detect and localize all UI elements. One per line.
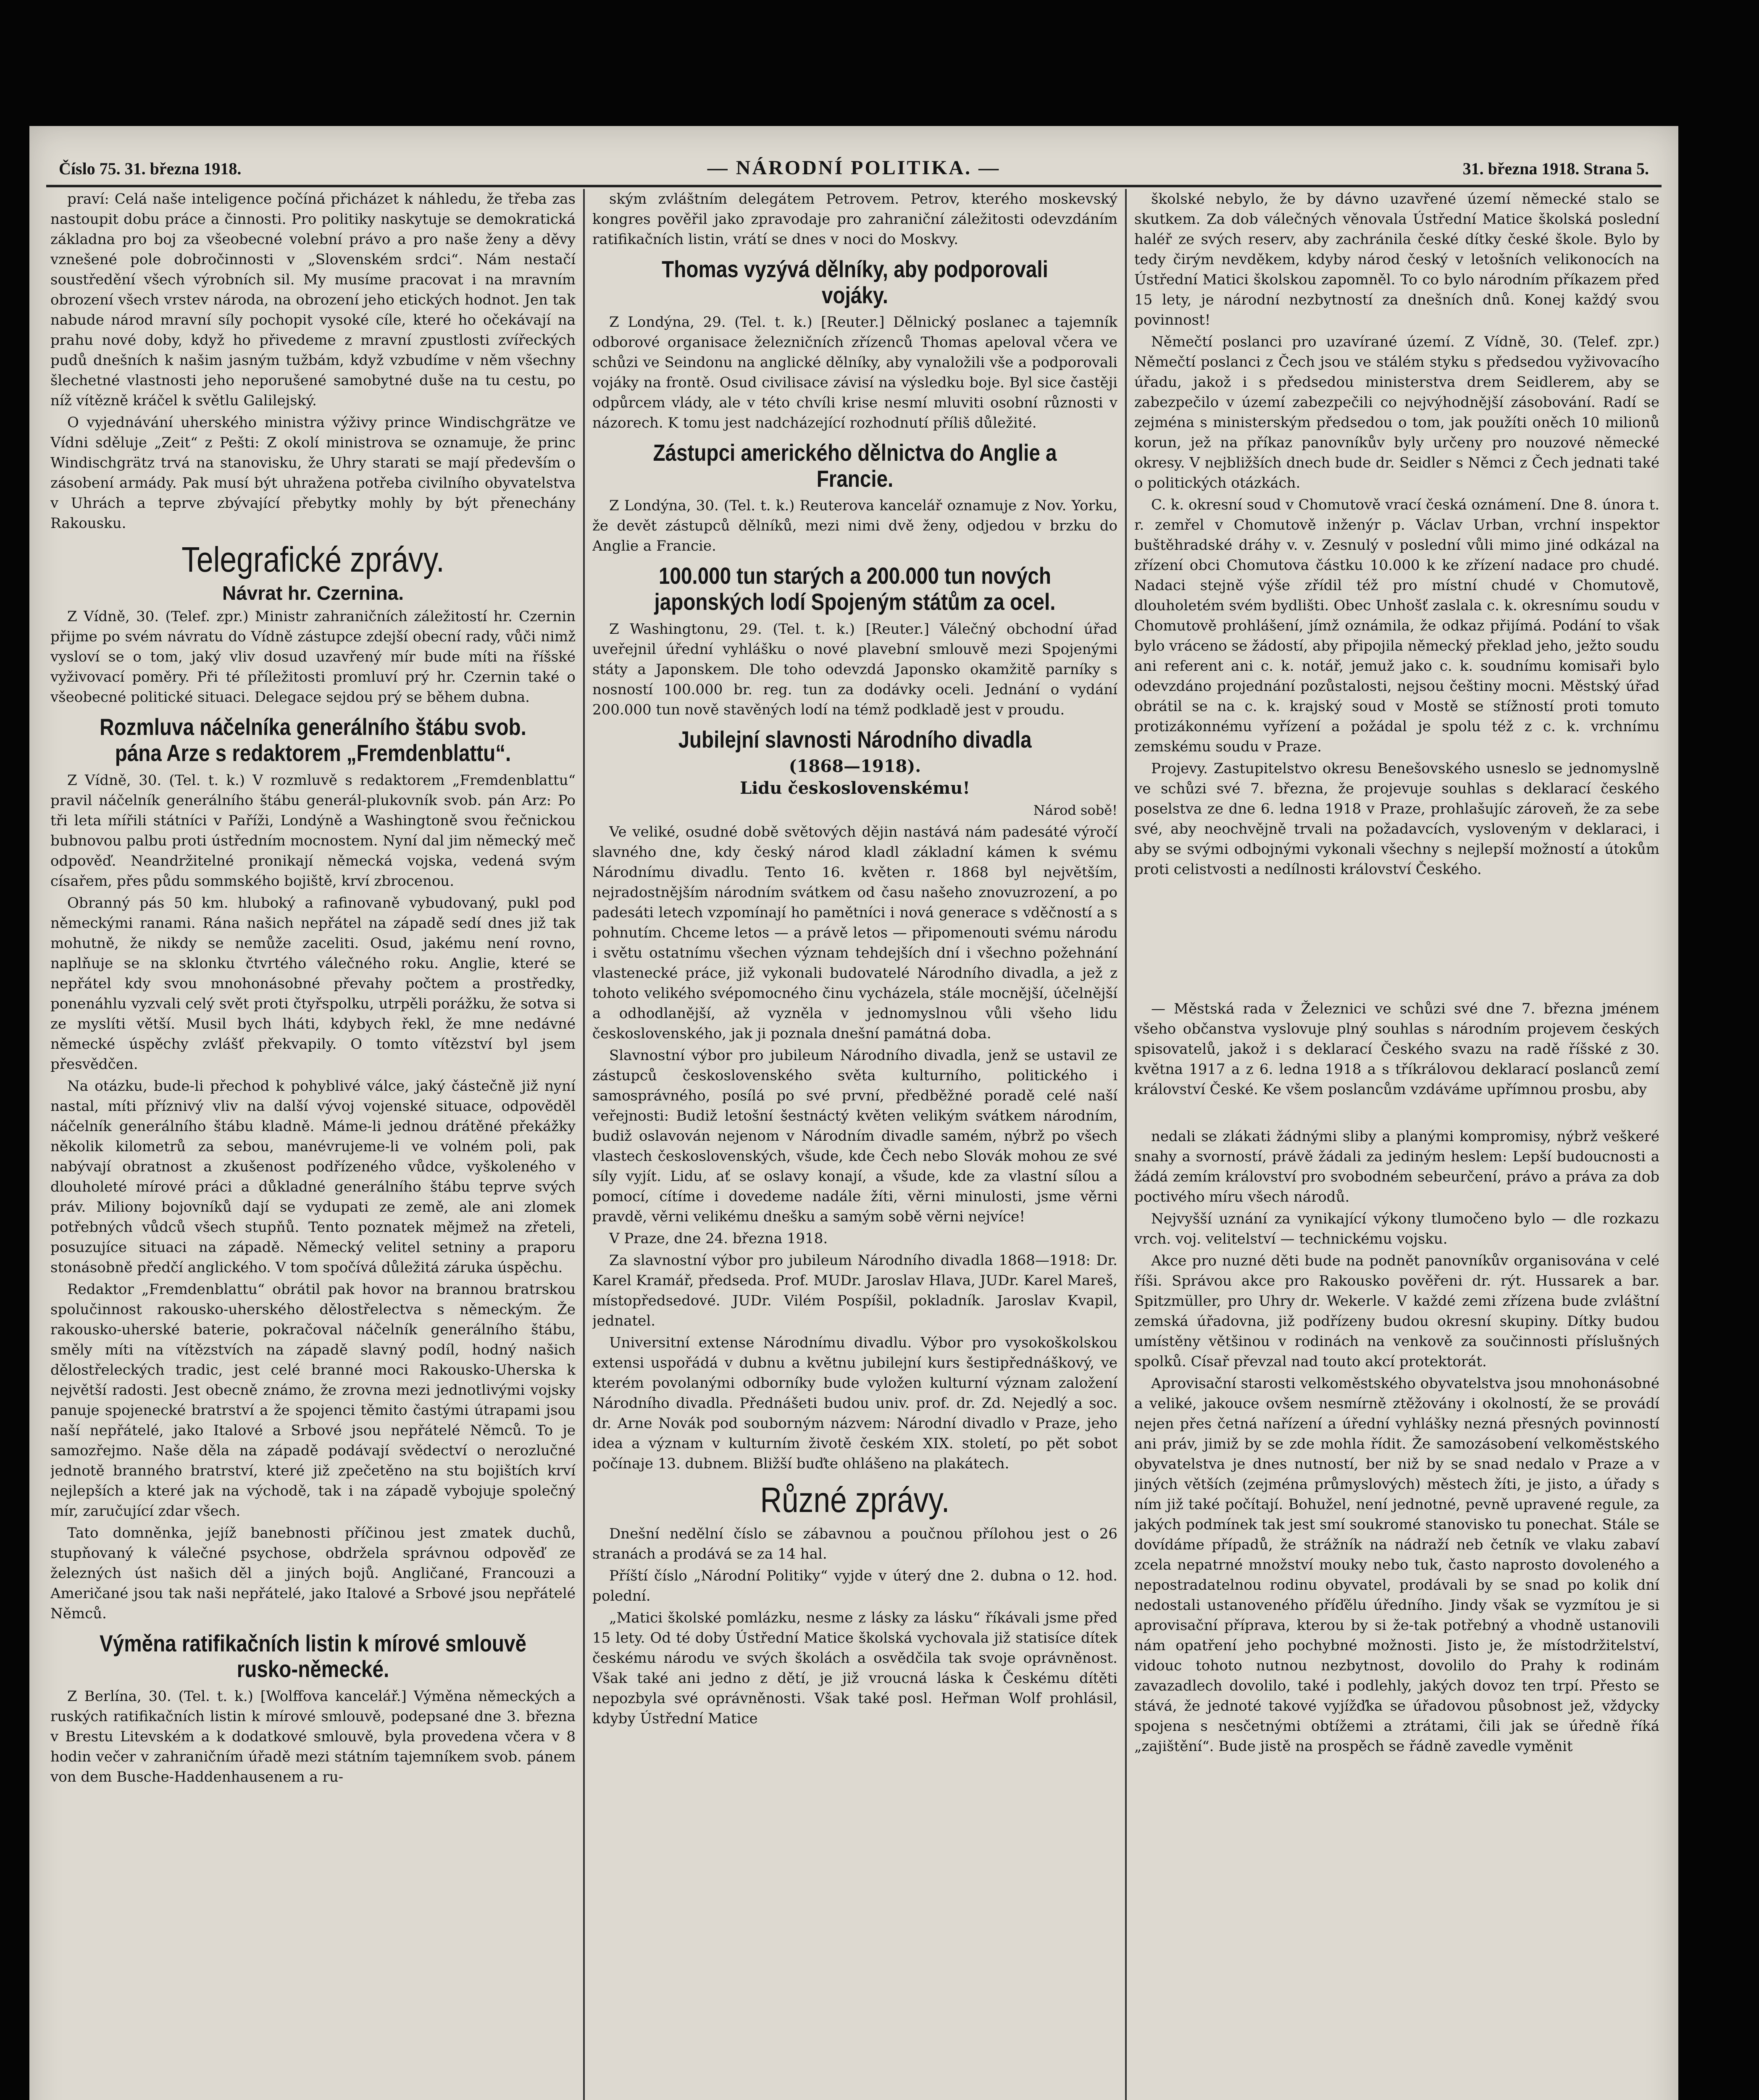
article-paragraph: Ve veliké, osudné době světových dějin nastává nám padesáté výročí slavného dne, kdy český národ kladl základní kámen k svému Národnímu divadlu. Tento 16. květen r. 1868 byl největším, nejradostnějším národním svátkem od času našeho znovuzrození, a po padesáti letech vzpomínají ho pamětníci i nová generace s vděčností a s pohnutím. Chceme letos — a právě letos — připomenouti svému národu i světu ostatnímu všechen význam tehdejších dní i všechno požehnání vlastenecké práce, již vykonali budovatelé Národního divadla, a jež z tohoto velikého svépomocného činu vycházela, stále mocnější, účelnější a odhodlanější, až vyzněla v jednomyslnou vůli všeho lidu československého, jak ji poznala dnešní památná doba.: [592, 824, 1117, 1042]
page-header: [46, 155, 1662, 187]
blank-space: [1134, 881, 1659, 999]
column-rule: [1125, 189, 1127, 2100]
article-heading-vymena: Výměna ratifikačních listin k mírové smlouvě rusko-německé.: [100, 1630, 526, 1683]
article-paragraph: Akce pro nuzné děti bude na podnět panovníkův organisována v celé říši. Správou akce pro Rakousko pověřeni dr. rýt. Hussarek a bar. Spitzmüller, pro Uhry dr. Wekerle. V každé zemi zřízena bude zvláštní zemská úřadovna, již podřízeny budou okresní skupiny. Dítky budou umístěny většinou v rodinách na venkově za součinnosti příslušných spolků. Císař převzal nad touto akcí protektorát.: [1134, 1252, 1659, 1370]
article-subheading-lidu: Lidu československému!: [740, 778, 970, 798]
article-paragraph: Z Berlína, 30. (Tel. t. k.) [Wolffova kancelář.] Výměna německých a ruských ratifikačních listin k mírové smlouvě, podepsané dne 3. března v Brestu Litevském a k dodatkové smlouvě, byla provedena včera v 8 hodin večer v zahraničním úřadě mezi státním tajemníkem svob. pánem von dem Busche-Haddenhausenem a ru-: [50, 1688, 576, 1785]
article-paragraph: V Praze, dne 24. března 1918.: [609, 1230, 828, 1247]
article-paragraph: Němečtí poslanci pro uzavírané území. Z Vídně, 30. (Telef. zpr.) Němečtí poslanci z Čech jsou ve stálém styku s předsedou vyživovacího úřadu, jakož i s předsedou ministerstva drem Seidlerem, aby se zabezpečilo v území zabezpečili co nejvýhodnější zásobování. Radí se zejména s ministerským předsedou o tom, jak použíti oněch 10 milionů korun, jež na příkaz panovníkův byly určeny pro nouzové německé okresy. V nejbližších dnech bude dr. Seidler s Němci z Čech jednati také o politických otázkách.: [1134, 333, 1659, 491]
article-paragraph: Z Washingtonu, 29. (Tel. t. k.) [Reuter.] Válečný obchodní úřad uveřejnil úřední vyhlášku o nové plavební smlouvě mezi Spojenými státy a Japonskem. Dle toho odevzdá Japonsko okamžitě parníky s nosností 100.000 br. reg. tun za dodávky oceli. Jednání o vydání 200.000 tun nově stavěných lodí na témž podkladě jest v proudu.: [592, 620, 1117, 718]
article-paragraph: Na otázku, bude-li přechod k pohyblivé válce, jaký částečně již nyní nastal, míti příznivý vliv na další vývoj vojenské situace, odpověděl náčelník generálního štábu kladně. Máme-li jednou drátěné překážky několik kilometrů za sebou, manévrujeme-li ve volném poli, pak nabývají obratnost a zkušenost podřízeného vůdce, vyškoleného v dlouholeté mírové práci a důkladné generálního štábu teprve svých práv. Miliony bojovníků dají se vydupati ze země, ale ani zlomek potřebných vůdců všech stupňů. Tento poznatek mějmež na zřeteli, posuzujíce situaci na západě. Německý velitel setniny a praporu stonásobně předčí anglického. V tom spočívá důležitá záruka úspěchu.: [50, 1077, 576, 1276]
article-heading-arz: Rozmluva náčelníka generálního štábu svob. pána Arze s redaktorem „Fremdenblattu“.: [100, 714, 526, 766]
article-paragraph: ským zvláštním delegátem Petrovem. Petrov, kterého moskevský kongres pověřil jako zpravodaje pro zahraniční záležitosti odevzdáním ratifikačních listin, vrátí se dnes v noci do Moskvy.: [592, 191, 1117, 248]
article-paragraph: Redaktor „Fremdenblattu“ obrátil pak hovor na brannou bratrskou spolučinnost rakousko-uherského dělostřelectva s německým. Že rakousko-uherské baterie, pokračoval náčelník generálního štábu, směly míti na vítězstvích na západě slavný podíl, hodný našich dělostřeleckých tradic, jest celé branné moci Rakousko-Uherska k největší radosti. Jest obecně známo, že zrovna mezi jednotlivými vojsky panuje spojenecké bratrství a že spojenci těmito častými útrapami jsou naší nepřátelé, jako Italové a Srbové jsou nepřátelé Němců. To je samozřejmo. Naše děla na západě podávají svědectví o nerozlučné jednotě branného bratrství, které již zpečetěno na stu bojištích krví nejlepších a které jak na východě, tak i na západě vybojuje společný mír, zaručující zdar všech.: [50, 1281, 576, 1520]
blank-space: [1134, 1101, 1659, 1126]
article-heading-tun: 100.000 tun starých a 200.000 tun nových japonských lodí Spojeným státům za ocel.: [654, 562, 1056, 615]
article-heading-jubilej: Jubilejní slavnosti Národního divadla: [678, 726, 1032, 753]
article-paragraph: O vyjednávání uherského ministra výživy prince Windischgrätze ve Vídni sděluje „Zeit“ z Pešti: Z okolí ministrova se oznamuje, že princ Windischgrätz trvá na stanovisku, že Uhry starati se mají především o zásobení armády. Pak musí být uhražena potřeba civilního obyvatelstva v Uhrách a teprve zbývající přebytky mohly by být přenechány Rakousku.: [50, 414, 576, 532]
column-rule: [583, 189, 585, 2100]
page-number-date: 31. března 1918. Strana 5.: [1462, 159, 1649, 178]
article-heading-americ: Zástupci amerického dělnictva do Anglie a Francie.: [653, 439, 1057, 492]
article-paragraph: Universitní extense Národnímu divadlu. Výbor pro vysokoškolskou extensi uspořádá v dubnu a květnu jubilejní kurs šestipřednáškový, ve kterém povolanými odborníky bude vyložen kulturní význam založení Národního divadla. Přednášeti budou univ. prof. dr. Zd. Nejedlý a soc. dr. Arne Novák pod souborným názvem: Národní divadlo v Praze, jeho idea a význam v kulturním životě českém XIX. století, po pět sobot počínaje 13. dubnem. Bližší buďte ohlášeno na plakátech.: [592, 1334, 1117, 1473]
article-paragraph: Tato domněnka, jejíž banebnosti příčinou jest zmatek duchů, stupňovaný k válečné psychose, obdržela správnou odpověď ze železných úst našich děl a jiných bojů. Angličané, Francouzi a Američané jsou tak naši nepřátelé, jako Italové a Srbové jsou nepřátelé Němců.: [50, 1524, 576, 1622]
section-heading-telegraficke: Telegrafické zprávy.: [181, 540, 444, 579]
article-paragraph: nedali se zlákati žádnými sliby a planými kompromisy, nýbrž veškeré snahy a svorností, právě žádali za jediným heslem: Lepší budoucnosti a žádá zemím království pro svobodném sebeurčení, právo a práva za dob poctivého míru všech národů.: [1134, 1128, 1659, 1205]
article-paragraph: Projevy. Zastupitelstvo okresu Benešovského usneslo se jednomyslně ve schůzi své 7. března, že projevuje souhlas s deklarací českého poselstva ze dne 6. ledna 1918 v Praze, prohlašujíc zároveň, že za sebe své, aby neochvějně trvali na požadavcích, vysloveným v deklaraci, i aby se svými odbojnými vykonali všechny s nejlepší možností a útokům proti celistvosti a nedílnosti království Českého.: [1134, 760, 1659, 878]
article-heading-czernin: Návrat hr. Czernina.: [222, 582, 404, 604]
article-paragraph: Dnešní nedělní číslo se zábavnou a poučnou přílohou jest o 26 stranách a prodává se za 14 hal.: [592, 1525, 1117, 1562]
article-paragraph: Z Londýna, 29. (Tel. t. k.) [Reuter.] Dělnický poslanec a tajemník odborové organisace železničních zřízenců Thomas apeloval včera ve schůzi ve Seindonu na anglické dělníky, aby vynaložili vše a podporovali vojáky na frontě. Osud civilisace závisí na výsledku boje. Byl sice častěji odpůrcem vlády, ale v této chvíli krise nesmí mluviti osobní různosti v názorech. K tomu jest nadcházející rozhodnutí příliš důležité.: [592, 314, 1117, 432]
article-paragraph: Z Vídně, 30. (Telef. zpr.) Ministr zahraničních záležitostí hr. Czernin přijme po svém návratu do Vídně zástupce zdejší obecní rady, vůči nimž vysloví se o tom, jaký vliv dosud uzavřený mír bude míti na říšské vyživovací poměry. Při té příležitosti promluví prý hr. Czernin také o všeobecné politické situaci. Delegace sejdou prý se během dubna.: [50, 608, 576, 706]
column-2: [592, 189, 1117, 2100]
article-subheading-years: (1868—1918).: [789, 756, 921, 777]
article-paragraph: Aprovisační starosti velkoměstského obyvatelstva jsou mnohonásobné a veliké, jakouce ovšem nesmírně ztěžovány i okolností, že se provádí nejen přes četná nařízení a úřední vyhlášky nezná přesných povinností ani práv, jimiž by se zde mohla řídit. Že samozásobení velkoměstského obyvatelstva je dnes nutností, ber niž by se snad nedalo v Praze a v jiných větších (zejména průmyslových) městech žíti, je jisto, a úřady s ním již také počítají. Bohužel, není jednotné, pevně upravené regule, za jakých podmínek tak jest smí soukromé stanovisko tu ponechat. Stále se dovídáme případů, že strážník na nádraží neb četník ve vlaku zabaví zcela nepatrné množství mouky nebo tuk, často naprosto dovoleného a nepostradatelnou rodinu obyvatel, prodávali by se snad po kolik dní nedostali ustanoveného příďělu úředního. Jindy však se vyzmítou je si aprovisační příprava, kterou by si že-tak potřebný a vhodně ustanovili nám opatření jeho pochybné možnosti. Jisto je, že místodržitelství, vidouc tohoto nutnou nezbytnost, dovolilo do Prahy k rodinám zavazadlech dovolilo, také i podlehly, jakých dovoz ten trpí. Přesto se stává, že jednoté takové vyjížďka se úřadovou působnost jež, vždycky spojena s nesčetnými obtížemi a ztrátami, čili jak se úředně říká „zajištění“. Bude jistě na prospěch se řádně zavedle vyměnit: [1134, 1375, 1659, 1755]
article-paragraph: Příští číslo „Národní Politiky“ vyjde v úterý dne 2. dubna o 12. hod. polední.: [592, 1567, 1117, 1604]
article-paragraph: Slavnostní výbor pro jubileum Národního divadla, jenž se ustavil ze zástupců československého světa kulturního, politického i samosprávného, posílá po své první, předběžné poradě celé naší veřejnosti: Budiž letošní šestnáctý květen velikým svátkem národním, budiž oslavován nejenom v Národním divadle samém, nýbrž po všech vlastech československých, všude, kde Čech nebo Slovák mohou ze své síly vyjít. Lidu, ať se oslavy konají, a všude, kde za vlastní sílou a pomocí, cítíme i dovedeme nadále žíti, věrni minulosti, jsme věrni pravdě, věrni velikému dnešku a samým sobě věrni nejvíce!: [592, 1047, 1117, 1226]
column-1: [50, 189, 576, 2100]
article-paragraph: Nejvyšší uznání za vynikající výkony tlumočeno bylo — dle rozkazu vrch. voj. velitelství — technickému vojsku.: [1134, 1210, 1659, 1247]
article-paragraph: školské nebylo, že by dávno uzavřené území německé stalo se skutkem. Za dob válečných věnovala Ústřední Matice školská poslední haléř ze svých reserv, aby zachránila české dítky české škole. Bylo by tedy čirým nevděkem, kdyby národ český v letošních velikonocích na Ústřední Matici školskou zapomněl. To co bylo národním příkazem před 15 lety, je národní nezbytností za dnešních dnů. Konej každý svou povinnost!: [1134, 191, 1659, 328]
article-heading-thomas: Thomas vyzývá dělníky, aby podporovali vojáky.: [662, 256, 1048, 308]
newspaper-masthead: — NÁRODNÍ POLITIKA. —: [707, 157, 1001, 179]
newspaper-page: [29, 126, 1678, 2100]
article-paragraph: C. k. okresní soud v Chomutově vrací česká oznámení. Dne 8. února t. r. zemřel v Chomutově inženýr p. Václav Urban, vrchní inspektor buštěhradské dráhy v. v. Zesnulý v poslední vůli mimo jiné odkázal na zřízení obci Chomutova částku 10.000 k ke zřízení nadace pro chudé. Nadaci stejně výše zřídil též pro místní chudé v Chomutově, dlouholetém svém bydlišti. Obec Unhošť zaslala c. k. okresnímu soudu v Chomutově prohlášení, jímž oznámila, že odkaz přijímá. Podání to však bylo vráceno se žádostí, aby připojila německý překlad jeho, ježto soudu ani referent ani c. k. notář, jemuž jako c. k. soudnímu komisaři bylo odevzdáno projednání pozůstalosti, nejsou češtiny mocni. Městský úřad obrátil se na c. k. krajský soud v Mostě se stížností proti tomuto protizákonnému vyřízení a požádal je spolu též z c. k. vrchnímu zemskému soudu v Praze.: [1134, 496, 1659, 755]
article-paragraph: Obranný pás 50 km. hluboký a rafinovaně vybudovaný, pukl pod německými ranami. Rána našich nepřátel na západě sedí dnes již tak mohutně, že nikdy se nemůže zaceliti. Osud, jakému není rovno, naplňuje se na sklonku čtvrtého válečného roku. Anglie, které se nepřátel kdy svou mnohonásobné převahy počtem a prostředky, ponenáhlu vyzvali celý svět proti čtyřspolku, utrpěli porážku, že sotva si ze myslíti větší. Musil bych lháti, kdybych řekl, že mne nedávné německé úspěchy zvlášť překvapily. O tomto vítězství byl jsem přesvědčen.: [50, 894, 576, 1073]
article-paragraph: Z Vídně, 30. (Tel. t. k.) V rozmluvě s redaktorem „Fremdenblattu“ pravil náčelník generálního štábu generál-plukovník svob. pán Arz: Po tři leta mířili státníci v Paříži, Londýně a Washingtoně svou řečnickou bubnovou palbu proti ústředním mocnostem. Nyní dal jim německý meč odpověď. Neandržitelné pronikají německá vojska, vedená svým císařem, přes půdu sommského bojiště, krví zbrocenou.: [50, 772, 576, 890]
article-paragraph: Za slavnostní výbor pro jubileum Národního divadla 1868—1918: Dr. Karel Kramář, předseda. Prof. MUDr. Jaroslav Hlava, JUDr. Karel Mareš, místopředsedové. JUDr. Vilém Pospíšil, pokladník. Jaroslav Kvapil, jednatel.: [592, 1252, 1117, 1330]
motto: Národ sobě!: [1033, 802, 1117, 819]
section-heading-ruzne: Různé zprávy.: [760, 1480, 950, 1520]
article-paragraph: — Městská rada v Železnici ve schůzi své dne 7. března jménem všeho občanstva vyslovuje plný souhlas s národním projevem českých spisovatelů, jakož i s deklarací Českého svazu na radě říšské z 30. května 1917 a z 6. ledna 1918 a s tříkrálovou deklarací poslanců zemí království České. Ke všem poslancům vzdáváme upřímnou prosbu, aby: [1134, 1000, 1659, 1098]
article-paragraph: praví: Celá naše inteligence počíná přicházet k náhledu, že třeba zas nastoupit dobu práce a činnosti. Pro politiky naskytuje se demokratická základna pro boj za všeobecné volební právo a pro naše ženy a děvy vznešené pole dobročinnosti v „Slovenském srdci“. Nám nestačí soustředění všech výrobních sil. My musíme pracovat i na mravním obrození všech vrstev národa, na obrození jeho etických hodnot. Jen tak nabude národ mravní síly pochopit vysoké cíle, které ho očekávají na prahu nové doby, když ho přivedeme z mravní zpustlosti zvířeckých pudů dnešních k našim jasným tužbám, když vzbudíme v něm všechny šlechetné vlastnosti jeho neporušené samobytné duše na tu cestu, po níž vítězně kráčel k světlu Galilejský.: [50, 191, 576, 409]
article-paragraph: Z Londýna, 30. (Tel. t. k.) Reuterova kancelář oznamuje z Nov. Yorku, že devět zástupců dělníků, mezi nimi dvě ženy, odjedou v brzku do Anglie a Francie.: [592, 497, 1117, 555]
article-paragraph: „Matici školské pomlázku, nesme z lásky za lásku“ říkávali jsme před 15 lety. Od té doby Ústřední Matice školská vychovala již statisíce dítek českému národu ve svých školách a osvědčila tak svoje oprávněnost. Však také ani jedno z dětí, je již vroucná láska k Českému dítěti nepozbyla své oprávněnosti. Však také posl. Heřman Wolf prohlásil, kdyby Ústřední Matice: [592, 1609, 1117, 1727]
column-3: [1134, 189, 1659, 2100]
issue-number-date: Číslo 75. 31. března 1918.: [59, 159, 242, 178]
